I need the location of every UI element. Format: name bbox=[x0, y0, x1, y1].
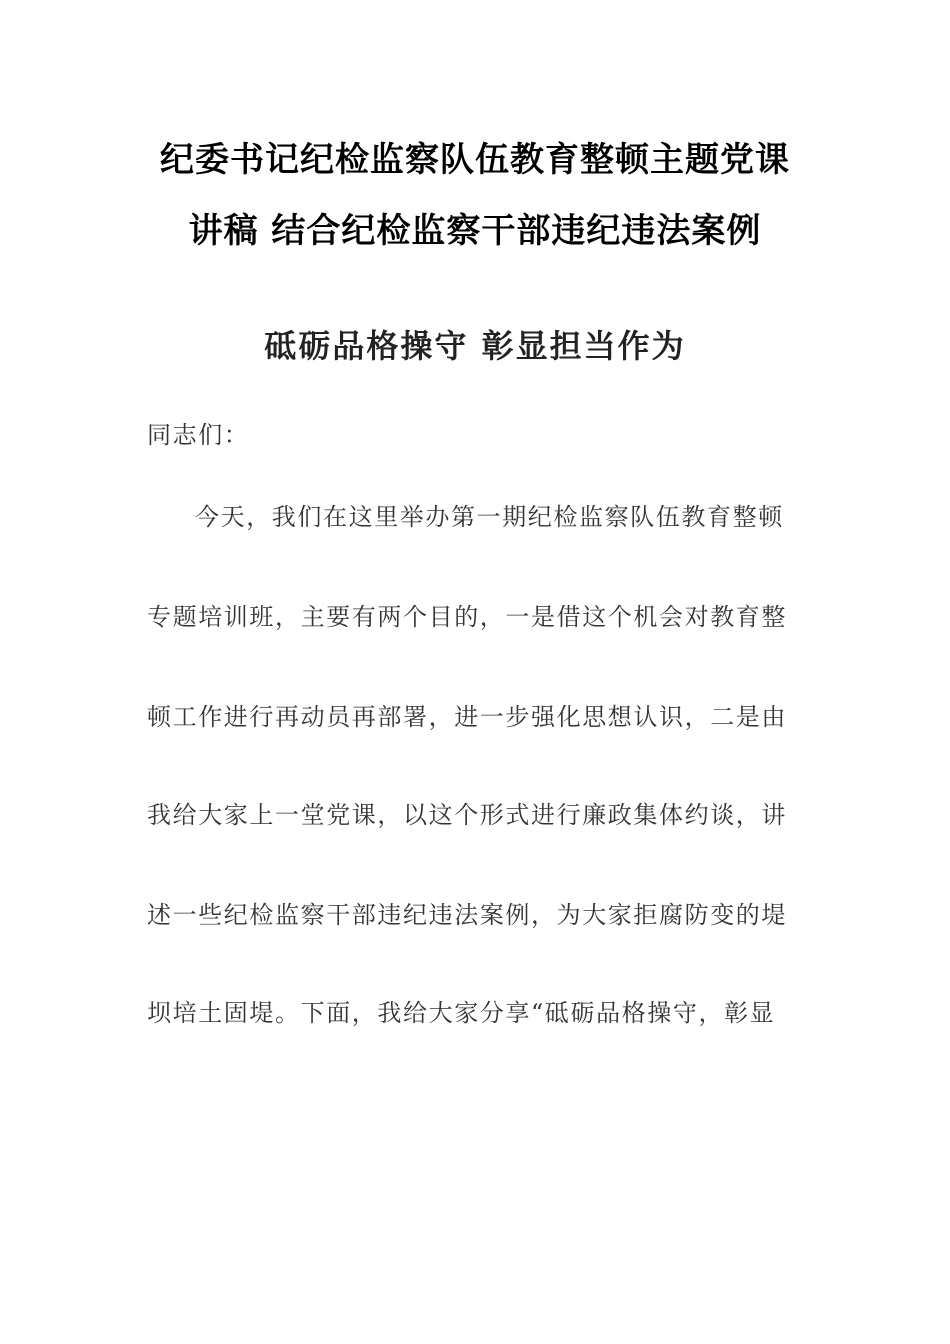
title-line-2: 讲稿 结合纪检监察干部违纪违法案例 bbox=[188, 211, 762, 251]
paragraph-line: 坝培土固堤。下面，我给大家分享“砥砺品格操守，彰显 bbox=[147, 999, 776, 1027]
paragraph-line: 述一些纪检监察干部违纪违法案例，为大家拒腐防变的堤 bbox=[147, 901, 787, 929]
paragraph-line: 顿工作进行再动员再部署，进一步强化思想认识，二是由 bbox=[147, 703, 787, 731]
paragraph-line: 今天，我们在这里举办第一期纪检监察队伍教育整顿 bbox=[195, 503, 784, 531]
title-line-1: 纪委书记纪检监察队伍教育整顿主题党课 bbox=[160, 140, 790, 180]
subtitle: 砥砺品格操守 彰显担当作为 bbox=[264, 327, 686, 365]
paragraph-line: 我给大家上一堂党课，以这个形式进行廉政集体约谈，讲 bbox=[147, 801, 787, 829]
salutation: 同志们： bbox=[147, 421, 250, 449]
paragraph-line: 专题培训班，主要有两个目的，一是借这个机会对教育整 bbox=[147, 603, 787, 631]
